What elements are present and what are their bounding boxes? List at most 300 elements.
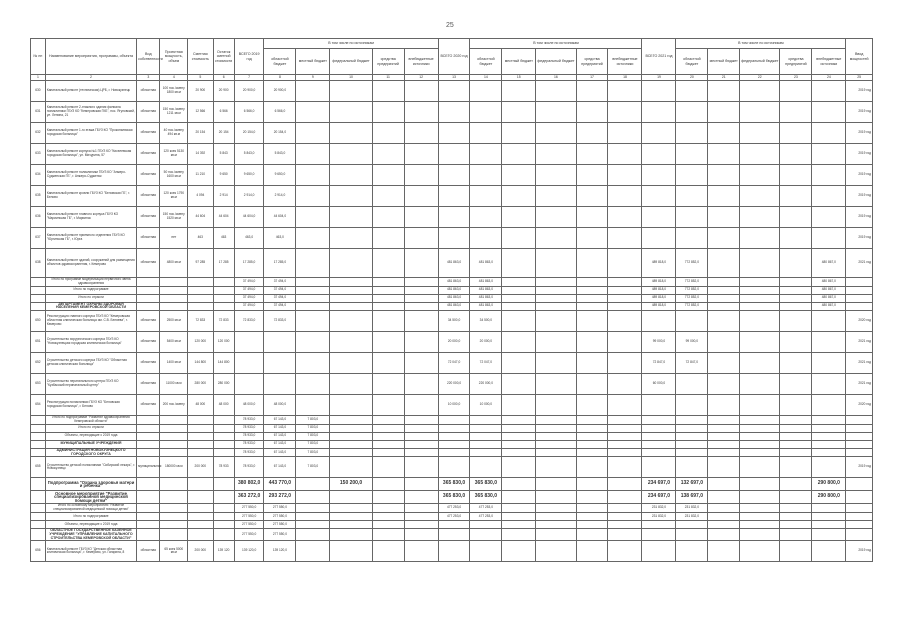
enterprise-2021	[780, 457, 812, 478]
extra-2021	[812, 528, 846, 540]
capacity: 65 коек 5000 кв.м	[160, 541, 188, 562]
regional-2019	[264, 353, 296, 374]
enterprise-2021	[780, 102, 812, 123]
row-number	[31, 302, 46, 311]
enterprise-2019	[372, 186, 404, 207]
local-2019	[296, 249, 330, 278]
federal-2021	[740, 286, 780, 294]
total-2019: 78 933,0	[234, 448, 264, 457]
local-2021	[708, 294, 740, 302]
ownership-type: областная	[137, 541, 160, 562]
enterprise-2020	[576, 165, 608, 186]
local-2021	[708, 520, 740, 528]
col-num: 19	[642, 75, 676, 81]
enterprise-2021	[780, 478, 812, 491]
remaining-cost	[213, 294, 234, 302]
header-total-2020: ВСЕГО 2020 год	[438, 39, 470, 75]
capacity: 120 коек 5130 кв.м	[160, 144, 188, 165]
extra-2020	[608, 294, 642, 302]
estimate-cost: 44 604	[188, 207, 213, 228]
federal-2020	[536, 228, 576, 249]
regional-2021	[676, 374, 708, 395]
federal-2021	[740, 186, 780, 207]
extra-2019	[404, 416, 438, 425]
extra-2019	[404, 440, 438, 448]
remaining-cost: 139 120	[213, 541, 234, 562]
enterprise-2020	[576, 432, 608, 440]
total-2020	[438, 528, 470, 540]
enterprise-2019	[372, 491, 404, 504]
extra-2020	[608, 520, 642, 528]
enterprise-2019	[372, 249, 404, 278]
enterprise-2019	[372, 512, 404, 520]
enterprise-2021	[780, 165, 812, 186]
regional-2019: 48 000,0	[264, 395, 296, 416]
input-year: 2019 год	[846, 457, 873, 478]
federal-2019: 150 200,0	[330, 478, 372, 491]
total-2019: 78 933,0	[234, 457, 264, 478]
total-2019: 277 550,0	[234, 528, 264, 540]
local-2019	[296, 186, 330, 207]
enterprise-2019	[372, 424, 404, 432]
local-2021	[708, 541, 740, 562]
extra-2019	[404, 424, 438, 432]
federal-2019	[330, 512, 372, 520]
header-local-2021: местный бюджет	[708, 49, 740, 75]
local-2020	[502, 123, 536, 144]
extra-2021	[812, 541, 846, 562]
input-year	[846, 302, 873, 311]
federal-2019	[330, 286, 372, 294]
col-num: 18	[608, 75, 642, 81]
federal-2019	[330, 353, 372, 374]
enterprise-2021	[780, 286, 812, 294]
ownership-type	[137, 520, 160, 528]
row-number	[31, 278, 46, 287]
enterprise-2020	[576, 294, 608, 302]
federal-2021	[740, 332, 780, 353]
regional-2020	[470, 123, 502, 144]
summary-row	[31, 448, 873, 457]
remaining-cost	[213, 520, 234, 528]
total-2020	[438, 457, 470, 478]
extra-2021: 480 867,0	[812, 294, 846, 302]
ownership-type: областная	[137, 395, 160, 416]
ownership-type	[137, 478, 160, 491]
federal-2020	[536, 102, 576, 123]
remaining-cost	[213, 278, 234, 287]
table-row	[31, 207, 873, 228]
table-row	[31, 249, 873, 278]
regional-2019: 67 143,0	[264, 432, 296, 440]
total-2021	[642, 395, 676, 416]
extra-2019	[404, 302, 438, 311]
enterprise-2021	[780, 302, 812, 311]
capacity	[160, 504, 188, 513]
object-name: Капитальный ремонт корпуса №1 ГБУЗ КО "Киселевская городская больница", ул. Мичурина, 57	[45, 144, 136, 165]
summary-name: Итого по программе модернизации первичного звена здравоохранения	[45, 278, 136, 287]
header-federal-2020: федеральный бюджет	[536, 49, 576, 75]
enterprise-2020	[576, 491, 608, 504]
summary-row	[31, 512, 873, 520]
total-2021	[642, 165, 676, 186]
enterprise-2020	[576, 528, 608, 540]
total-2021	[642, 123, 676, 144]
total-2019: 380 802,0	[234, 478, 264, 491]
extra-2021	[812, 81, 846, 102]
total-2021: 60 000,0	[642, 374, 676, 395]
estimate-cost	[188, 478, 213, 491]
ownership-type: областная	[137, 186, 160, 207]
regional-2021: 772 852,0	[676, 302, 708, 311]
extra-2020	[608, 186, 642, 207]
federal-2021	[740, 123, 780, 144]
federal-2020	[536, 353, 576, 374]
extra-2020	[608, 102, 642, 123]
total-2021	[642, 228, 676, 249]
regional-2019: 9 650,0	[264, 165, 296, 186]
col-num: 13	[438, 75, 470, 81]
remaining-cost: 78 933	[213, 457, 234, 478]
federal-2020	[536, 520, 576, 528]
federal-2021	[740, 395, 780, 416]
regional-2020	[470, 416, 502, 425]
regional-2020: 365 830,0	[470, 478, 502, 491]
col-num: 4	[160, 75, 188, 81]
input-year: 2019 год	[846, 186, 873, 207]
total-2021	[642, 424, 676, 432]
extra-2020	[608, 286, 642, 294]
local-2019	[296, 81, 330, 102]
regional-2019: 277 550,0	[264, 504, 296, 513]
ownership-type	[137, 491, 160, 504]
local-2021	[708, 528, 740, 540]
local-2020	[502, 528, 536, 540]
total-2019: 72 833,0	[234, 311, 264, 332]
extra-2021: 480 867,0	[812, 286, 846, 294]
federal-2021	[740, 278, 780, 287]
ownership-type	[137, 440, 160, 448]
summary-name: Итого по подпрограмме "Развитие здравоохранения Кемеровской области"	[45, 416, 136, 425]
federal-2020	[536, 424, 576, 432]
enterprise-2019	[372, 165, 404, 186]
enterprise-2021	[780, 395, 812, 416]
regional-2021: 772 852,0	[676, 286, 708, 294]
enterprise-2021	[780, 448, 812, 457]
row-number: 637	[31, 228, 46, 249]
federal-2020	[536, 432, 576, 440]
federal-2021	[740, 448, 780, 457]
extra-2020	[608, 302, 642, 311]
input-year	[846, 504, 873, 513]
enterprise-2019	[372, 286, 404, 294]
local-2021	[708, 504, 740, 513]
local-2020	[502, 278, 536, 287]
extra-2019	[404, 448, 438, 457]
col-num: 11	[372, 75, 404, 81]
total-2020	[438, 520, 470, 528]
program-rows	[31, 478, 873, 562]
header-federal-2021: федеральный бюджет	[740, 49, 780, 75]
enterprise-2020	[576, 286, 608, 294]
regional-2021	[676, 102, 708, 123]
row-number: 650	[31, 311, 46, 332]
regional-2019: 463,0	[264, 228, 296, 249]
enterprise-2019	[372, 457, 404, 478]
extra-2021: 480 867,0	[812, 249, 846, 278]
regional-2021	[676, 395, 708, 416]
regional-2021	[676, 457, 708, 478]
enterprise-2020	[576, 353, 608, 374]
federal-2021	[740, 457, 780, 478]
object-name: Строительство перинатального центра ГБУЗ КО "Кузбасский перинатальный центр"	[45, 374, 136, 395]
federal-2021	[740, 81, 780, 102]
local-2021	[708, 207, 740, 228]
header-group-row	[31, 39, 873, 49]
federal-2019	[330, 440, 372, 448]
estimate-cost	[188, 528, 213, 540]
remaining-cost: 9 650	[213, 165, 234, 186]
estimate-cost: 72 833	[188, 311, 213, 332]
federal-2019	[330, 294, 372, 302]
enterprise-2021	[780, 332, 812, 353]
row-number	[31, 286, 46, 294]
regional-2019: 6 566,0	[264, 102, 296, 123]
summary-row	[31, 286, 873, 294]
extra-2020	[608, 416, 642, 425]
local-2021	[708, 416, 740, 425]
federal-2021	[740, 541, 780, 562]
federal-2019	[330, 395, 372, 416]
regional-2019: 139 120,0	[264, 541, 296, 562]
total-2021	[642, 528, 676, 540]
regional-2021: 772 852,0	[676, 294, 708, 302]
col-num: 3	[137, 75, 160, 81]
federal-2019	[330, 528, 372, 540]
federal-2020	[536, 186, 576, 207]
header-enterprise-2019: средства предприятий	[372, 49, 404, 75]
local-2020	[502, 81, 536, 102]
col-num: 23	[780, 75, 812, 81]
remaining-cost: 17 285	[213, 249, 234, 278]
capacity: 200 пос./смену	[160, 395, 188, 416]
input-year	[846, 528, 873, 540]
capacity	[160, 528, 188, 540]
total-2019: 277 550,0	[234, 520, 264, 528]
col-num: 17	[576, 75, 608, 81]
regional-2021: 231 832,0	[676, 504, 708, 513]
table-row	[31, 123, 873, 144]
capacity: нет	[160, 228, 188, 249]
remaining-cost: 2 914	[213, 186, 234, 207]
regional-2019: 277 550,0	[264, 512, 296, 520]
total-2021: 489 818,0	[642, 278, 676, 287]
federal-2019	[330, 416, 372, 425]
remaining-cost	[213, 512, 234, 520]
local-2021	[708, 186, 740, 207]
remaining-cost: 20 154	[213, 123, 234, 144]
regional-2020	[470, 457, 502, 478]
extra-2020	[608, 448, 642, 457]
total-2020: 20 000,0	[438, 332, 470, 353]
ownership-type: областная	[137, 311, 160, 332]
header-num: № пп	[31, 39, 46, 75]
total-2020: 10 000,0	[438, 395, 470, 416]
capacity: 40 пос./смену 494 кв.м	[160, 123, 188, 144]
extra-2019	[404, 228, 438, 249]
header-extra-2020: внебюджетные источники	[608, 49, 642, 75]
enterprise-2020	[576, 186, 608, 207]
regional-2020	[470, 440, 502, 448]
extra-2019	[404, 186, 438, 207]
federal-2021	[740, 207, 780, 228]
row-number: 654	[31, 395, 46, 416]
summary-name: МУНИЦИПАЛЬНЫЕ УЧРЕЖДЕНИЯ	[45, 440, 136, 448]
input-year	[846, 432, 873, 440]
estimate-cost: 97 285	[188, 249, 213, 278]
total-2019: 37 494,0	[234, 278, 264, 287]
capacity	[160, 432, 188, 440]
total-2020	[438, 81, 470, 102]
federal-2021	[740, 294, 780, 302]
input-year: 2020 год	[846, 395, 873, 416]
ownership-type	[137, 512, 160, 520]
ownership-type: областная	[137, 249, 160, 278]
local-2021	[708, 424, 740, 432]
capacity: 180000 кв.м	[160, 457, 188, 478]
summary-name: Итого по отрасли	[45, 424, 136, 432]
total-2021: 489 818,0	[642, 286, 676, 294]
total-2019: 139 120,0	[234, 541, 264, 562]
ownership-type	[137, 286, 160, 294]
enterprise-2019	[372, 504, 404, 513]
federal-2021	[740, 416, 780, 425]
object-rows-b	[31, 311, 873, 416]
federal-2021	[740, 491, 780, 504]
total-2020: 481 863,0	[438, 249, 470, 278]
extra-2020	[608, 374, 642, 395]
row-number: 652	[31, 353, 46, 374]
enterprise-2020	[576, 478, 608, 491]
header-remaining: Остаток сметной стоимости	[213, 39, 234, 75]
estimate-cost	[188, 491, 213, 504]
summary-name: Объекты, переходящие с 2019 года	[45, 520, 136, 528]
enterprise-2021	[780, 353, 812, 374]
local-2021	[708, 374, 740, 395]
extra-2019	[404, 207, 438, 228]
regional-2019: 277 550,0	[264, 528, 296, 540]
total-2021: 99 000,0	[642, 332, 676, 353]
regional-2020: 72 047,0	[470, 353, 502, 374]
regional-2021: 72 847,0	[676, 353, 708, 374]
remaining-cost: 120 000	[213, 332, 234, 353]
total-2020	[438, 440, 470, 448]
local-2019	[296, 395, 330, 416]
total-2021	[642, 416, 676, 425]
regional-2020: 220 000,0	[470, 374, 502, 395]
extra-2020	[608, 353, 642, 374]
extra-2021	[812, 512, 846, 520]
regional-2021	[676, 311, 708, 332]
federal-2019	[330, 504, 372, 513]
input-year: 2019 год	[846, 123, 873, 144]
estimate-cost: 14 392	[188, 144, 213, 165]
federal-2019	[330, 541, 372, 562]
total-2019: 37 494,0	[234, 294, 264, 302]
ownership-type	[137, 504, 160, 513]
table-row	[31, 353, 873, 374]
header-federal-2019: федеральный бюджет	[330, 49, 372, 75]
federal-2020	[536, 528, 576, 540]
row-number: 635	[31, 186, 46, 207]
row-number: 636	[31, 207, 46, 228]
extra-2020	[608, 144, 642, 165]
enterprise-2019	[372, 520, 404, 528]
local-2019	[296, 123, 330, 144]
enterprise-2020	[576, 520, 608, 528]
enterprise-2021	[780, 528, 812, 540]
total-2020	[438, 144, 470, 165]
extra-2019	[404, 81, 438, 102]
row-number	[31, 504, 46, 513]
object-name: Реконструкция главного корпуса ГБУЗ КО "Кемеровская областная клиническая больница им. С.В. Беляева", г. Кемерово	[45, 311, 136, 332]
enterprise-2019	[372, 311, 404, 332]
regional-2019: 5 843,0	[264, 144, 296, 165]
estimate-cost: 11 210	[188, 165, 213, 186]
regional-2020: 481 863,0	[470, 294, 502, 302]
remaining-cost	[213, 432, 234, 440]
input-year: 2019 год	[846, 81, 873, 102]
estimate-cost	[188, 432, 213, 440]
local-2019	[296, 528, 330, 540]
row-number: 630	[31, 81, 46, 102]
input-year: 2019 год	[846, 207, 873, 228]
extra-2021	[812, 353, 846, 374]
enterprise-2019	[372, 353, 404, 374]
extra-2021	[812, 374, 846, 395]
extra-2021	[812, 123, 846, 144]
total-2019: 363 272,0	[234, 491, 264, 504]
estimate-cost	[188, 424, 213, 432]
capacity	[160, 416, 188, 425]
local-2021	[708, 123, 740, 144]
total-2020	[438, 165, 470, 186]
extra-2020	[608, 512, 642, 520]
row-number	[31, 491, 46, 504]
capacity	[160, 294, 188, 302]
remaining-cost: 463	[213, 228, 234, 249]
local-2021	[708, 448, 740, 457]
summary-name: АДМИНИСТРАЦИЯ НОВОКУЗНЕЦКОГО ГОРОДСКОГО ОКРУГА	[45, 448, 136, 457]
summary-name: ОБЛАСТНОЕ ГОСУДАРСТВЕННОЕ КАЗЕННОЕ УЧРЕЖДЕНИЕ "УПРАВЛЕНИЕ КАПИТАЛЬНОГО СТРОИТЕЛЬСТВА КЕМЕРОВСКОЙ ОБЛАСТИ"	[45, 528, 136, 540]
total-2019: 277 550,0	[234, 504, 264, 513]
total-2021	[642, 541, 676, 562]
estimate-cost: 20 154	[188, 123, 213, 144]
extra-2020	[608, 228, 642, 249]
local-2019	[296, 207, 330, 228]
extra-2021	[812, 457, 846, 478]
enterprise-2020	[576, 332, 608, 353]
total-2020	[438, 432, 470, 440]
extra-2021	[812, 432, 846, 440]
total-2020	[438, 228, 470, 249]
extra-2021	[812, 395, 846, 416]
local-2020	[502, 432, 536, 440]
enterprise-2020	[576, 311, 608, 332]
total-2019: 78 933,0	[234, 440, 264, 448]
federal-2019	[330, 81, 372, 102]
capacity	[160, 302, 188, 311]
